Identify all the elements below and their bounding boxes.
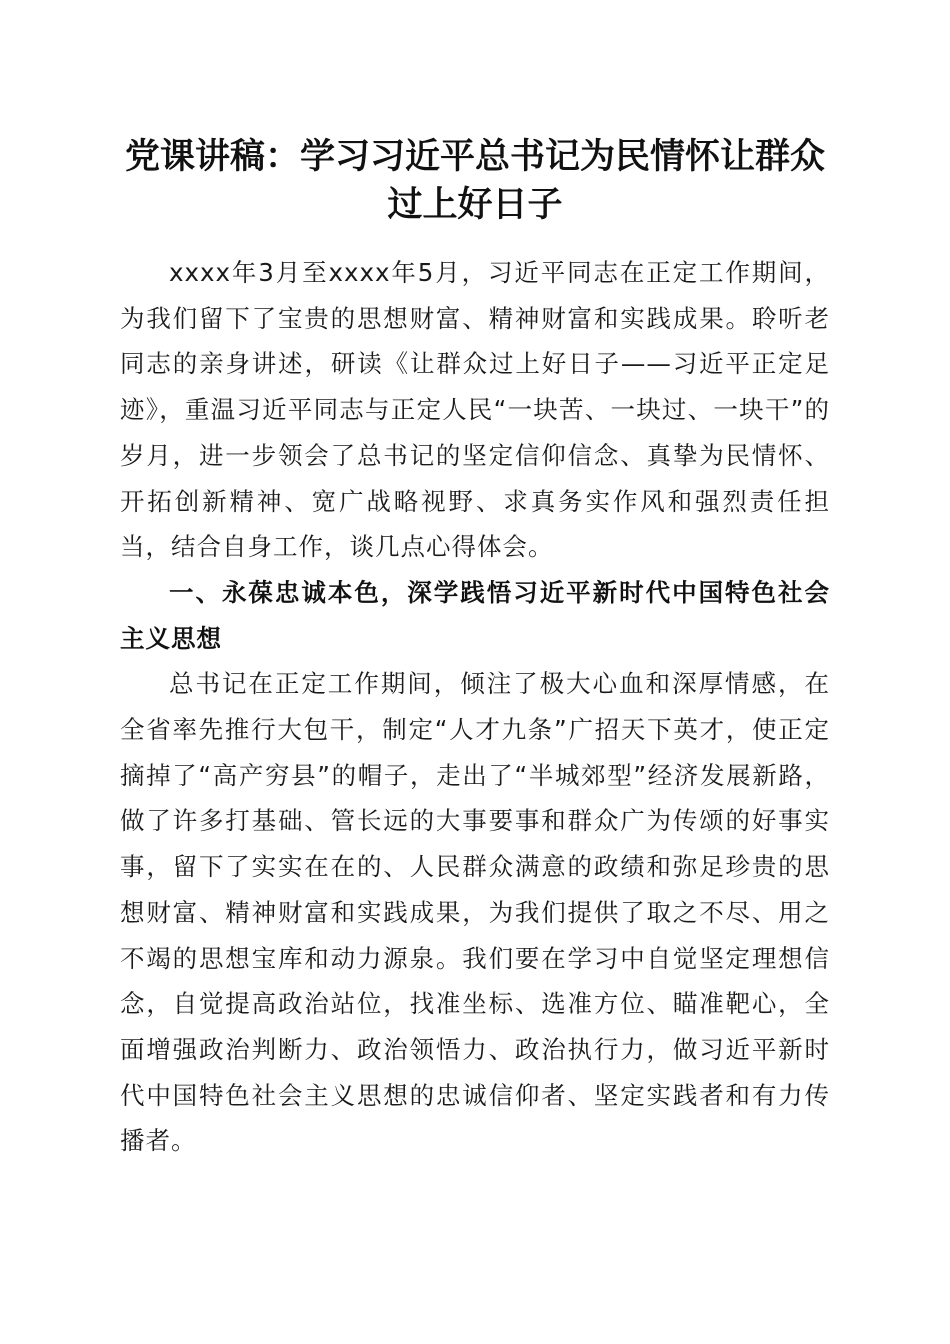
page-title [100,133,850,229]
paragraph-section-1: 总书记在正定工作期间，倾注了极大心血和深厚情感，在全省率先推行大包干，制定“人才九条”广招天下英才，使正定摘掉了“高产穷县”的帽子，走出了“半城郊型”经济发展新路，做了许多打基础、管长远的大事要事和群众广为传颂的好事实事，留下了实实在在的、人民群众满意的政绩和弥足珍贵的思想财富、精神财富和实践成果，为我们提供了取之不尽、用之不竭的思想宝库和动力源泉。我们要在学习中自觉坚定理想信念，自觉提高政治站位，找准坐标、选准方位、瞄准靶心，全面增强政治判断力、政治领悟力、政治执行力，做习近平新时代中国特色社会主义思想的忠诚信仰者、坚定实践者和有力传播者。 [120,669,830,1156]
paragraph-intro: xxxx年3月至xxxx年5月，习近平同志在正定工作期间，为我们留下了宝贵的思想财富、精神财富和实践成果。聆听老同志的亲身讲述，研读《让群众过上好日子——习近平正定足迹》，重温习近平同志与正定人民“一块苦、一块过、一块干”的岁月，进一步领会了总书记的坚定信仰信念、真挚为民情怀、开拓创新精神、宽广战略视野、求真务实作风和强烈责任担当，结合自身工作，谈几点心得体会。 [120,258,830,562]
section-heading-1: 一、永葆忠诚本色，深学践悟习近平新时代中国特色社会主义思想 [120,577,830,653]
title-line-1: 党课讲稿：学习习近平总书记为民情怀让群众 [124,136,825,177]
document-body [120,250,830,1164]
title-line-2: 过上好日子 [387,184,563,225]
